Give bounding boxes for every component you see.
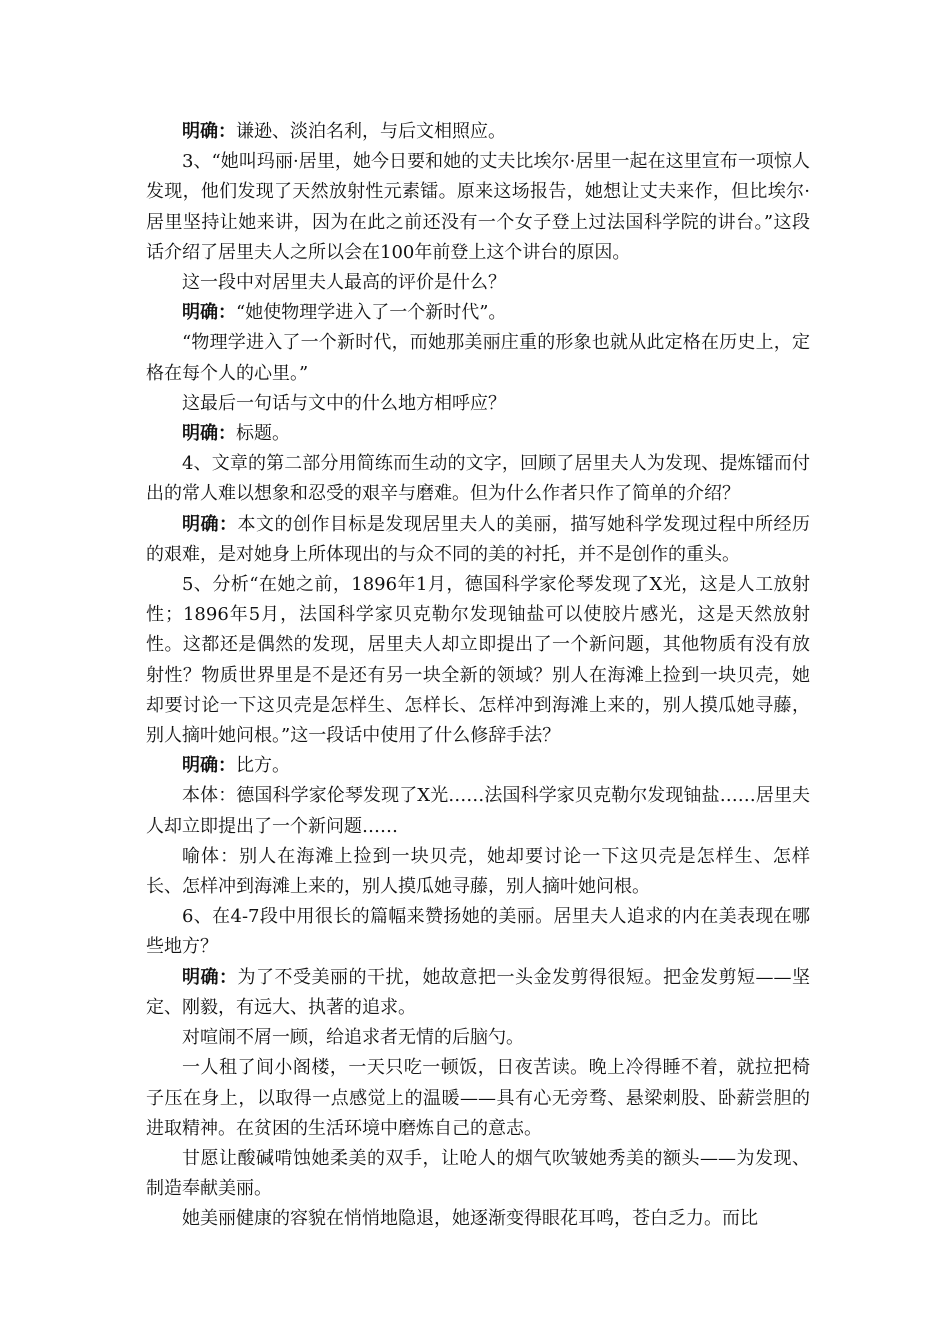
paragraph-7 <box>146 419 810 449</box>
paragraph-8 <box>146 449 810 509</box>
paragraph-text: “她使物理学进入了一个新时代”。 <box>236 302 507 324</box>
paragraph-text: 6、在4-7段中用很长的篇幅来赞扬她的美丽。居里夫人追求的内在美表现在哪些地方？ <box>146 906 810 958</box>
paragraph-5 <box>146 328 810 388</box>
paragraph-text: 为了不受美丽的干扰，她故意把一头金发剪得很短。把金发剪短——坚定、刚毅，有远大、执著的追求。 <box>146 966 810 1018</box>
paragraph-3 <box>146 268 810 298</box>
paragraph-text: 对喧闹不屑一顾，给追求者无情的后脑勺。 <box>182 1027 524 1049</box>
paragraph-10 <box>146 570 810 751</box>
answer-label: 明确： <box>182 755 236 777</box>
paragraph-text: 本体：德国科学家伦琴发现了X光……法国科学家贝克勒尔发现铀盐……居里夫人却立即提出了一个新问题…… <box>146 785 810 837</box>
paragraph-12 <box>146 781 810 841</box>
paragraph-2 <box>146 147 810 268</box>
paragraph-15 <box>146 963 810 1023</box>
paragraph-text: 这一段中对居里夫人最高的评价是什么？ <box>182 272 506 294</box>
paragraph-text: 比方。 <box>236 755 290 777</box>
paragraph-14 <box>146 902 810 962</box>
paragraph-19 <box>146 1204 810 1234</box>
paragraph-text: 一人租了间小阁楼，一天只吃一顿饭，日夜苦读。晚上冷得睡不着，就拉把椅子压在身上，以取得一点感觉上的温暖——具有心无旁骛、悬梁刺股、卧薪尝胆的进取精神。在贫困的生活环境中磨炼自己的意志。 <box>146 1057 810 1139</box>
answer-label: 明确： <box>182 513 238 535</box>
paragraph-18 <box>146 1144 810 1204</box>
paragraph-text: 这最后一句话与文中的什么地方相呼应？ <box>182 392 506 414</box>
paragraph-text: 谦逊、淡泊名利，与后文相照应。 <box>236 121 506 142</box>
paragraph-text: 本文的创作目标是发现居里夫人的美丽，描写她科学发现过程中所经历的艰难，是对她身上所体现出的与众不同的美的衬托，并不是创作的重头。 <box>146 513 811 565</box>
paragraph-text: 3、“她叫玛丽·居里，她今日要和她的丈夫比埃尔·居里一起在这里宣布一项惊人发现，他们发现了天然放射性元素镭。原来这场报告，她想让丈夫来作，但比埃尔·居里坚持让她来讲，因为在此之前还没有一个女子登上过法国科学院的讲台。”这段话介绍了居里夫人之所以会在100年前登上这个讲台的原因。 <box>146 151 810 263</box>
paragraph-text: 5、分析“在她之前，1896年1月，德国科学家伦琴发现了X光，这是人工放射性；1896年5月，法国科学家贝克勒尔发现铀盐可以使胶片感光，这是天然放射性。这都还是偶然的发现，居里夫人却立即提出了一个新问题，其他物质有没有放射性？物质世界里是不是还有另一块全新的领域？别人在海滩上捡到一块贝壳，她却要讨论一下这贝壳是怎样生、怎样长、怎样冲到海滩上来的，别人摸瓜她寻藤，别人摘叶她问根。”这一段话中使用了什么修辞手法？ <box>146 574 810 747</box>
document-body <box>146 117 810 1235</box>
paragraph-4 <box>146 298 810 328</box>
answer-label: 明确： <box>182 423 236 445</box>
paragraph-9 <box>146 510 810 570</box>
paragraph-17 <box>146 1053 810 1144</box>
paragraph-text: “物理学进入了一个新时代，而她那美丽庄重的形象也就从此定格在历史上，定格在每个人的心里。” <box>146 332 810 384</box>
answer-label: 明确： <box>182 966 238 988</box>
paragraph-11 <box>146 751 810 781</box>
paragraph-6 <box>146 389 810 419</box>
paragraph-16 <box>146 1023 810 1053</box>
paragraph-13 <box>146 842 810 902</box>
paragraph-text: 她美丽健康的容貌在悄悄地隐退，她逐渐变得眼花耳鸣，苍白乏力。而比 <box>182 1208 758 1230</box>
answer-label: 明确： <box>182 121 236 142</box>
answer-label: 明确： <box>182 302 236 324</box>
paragraph-text: 标题。 <box>236 423 290 445</box>
paragraph-1 <box>146 117 810 147</box>
paragraph-text: 4、文章的第二部分用简练而生动的文字，回顾了居里夫人为发现、提炼镭而付出的常人难以想象和忍受的艰辛与磨难。但为什么作者只作了简单的介绍？ <box>146 453 810 505</box>
paragraph-text: 喻体：别人在海滩上捡到一块贝壳，她却要讨论一下这贝壳是怎样生、怎样长、怎样冲到海滩上来的，别人摸瓜她寻藤，别人摘叶她问根。 <box>146 845 810 898</box>
paragraph-text: 甘愿让酸碱啃蚀她柔美的双手，让呛人的烟气吹皱她秀美的额头——为发现、制造奉献美丽。 <box>146 1147 810 1200</box>
